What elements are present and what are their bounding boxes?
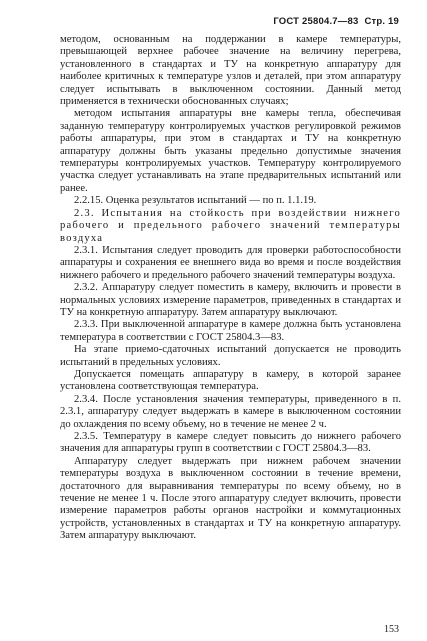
- section-heading-2-3: 2.3. Испытания на стойкость при воздействии нижнего рабочего и предельного рабочего значений температуры воздуха: [60, 207, 401, 244]
- paragraph-2-3-5: 2.3.5. Температуру в камере следует повысить до нижнего рабочего значения для аппаратуры групп в соответствии с ГОСТ 25804.3—83.: [60, 431, 401, 455]
- paragraph-2-2-15: 2.2.15. Оценка результатов испытаний — по п. 1.1.19.: [74, 195, 317, 207]
- paragraph-preset-chamber: Допускается помещать аппаратуру в камеру, в которой заранее установлена соответствующая температура.: [60, 368, 401, 393]
- paragraph-acceptance-note: На этапе приемо-сдаточных испытаний допускается не проводить испытаний в предельных условиях.: [60, 344, 401, 368]
- standard-designation: ГОСТ 25804.7—83: [273, 16, 359, 27]
- paragraph-2-3-4: 2.3.4. После установления значения температуры, приведенного в п. 2.3.1, аппаратуру следует выдержать в камере в выключенном состоянии до охлаждения по всему объему, но в течение не менее 2 ч.: [60, 393, 401, 430]
- paragraph-hold-low-temperature: Аппаратуру следует выдержать при нижнем рабочем значении температуры воздуха в выключенном состоянии в течение времени, достаточного для выравнивания температуры по всему объему, но в течение не менее 1 ч. После этого аппаратуру следует включить, провести измерение параметров работы органов настройки и коммутационных устройств, установленных в стандартах и ТУ на конкретную аппаратуру. Затем аппаратуру выключают.: [60, 455, 401, 542]
- page-number: 153: [384, 624, 399, 635]
- paragraph-2-3-1: 2.3.1. Испытания следует проводить для проверки работоспособности аппаратуры и сохранения ее внешнего вида во время и после воздействия нижнего рабочего и предельного рабочего значений температуры воздуха.: [60, 244, 401, 281]
- body-text: [60, 34, 401, 543]
- running-header: [273, 16, 399, 27]
- paragraph-2-3-2: 2.3.2. Аппаратуру следует поместить в камеру, включить и провести в нормальных условиях измерение параметров, приведенных в стандартах и ТУ на конкретную аппаратуру. Затем аппаратуру выключают.: [60, 282, 401, 318]
- page-label: Стр. 19: [364, 16, 399, 27]
- paragraph-method-overheat: методом, основанным на поддержании в камере температуры, превышающей верхнее рабочее значение на величину перегрева, установленного в стандартах и ТУ на конкретную аппаратуру для наиболее критичных к температуре узлов и деталей, при этом аппаратуру следует испытывать в выключенном состоянии. Данный метод применяется в технически обоснованных случаях;: [60, 34, 401, 108]
- paragraph-method-outside-chamber: методом испытания аппаратуры вне камеры тепла, обеспечивая заданную температуру контролируемых участков регулировкой режимов работы аппаратуры, при этом в стандартах и ТУ на конкретную аппаратуру должны быть указаны предельно допустимые значения температуры контролируемых участков. Температуру контролируемого участка следует устанавливать на этапе предварительных испытаний или ранее.: [60, 108, 401, 194]
- paragraph-2-3-3: 2.3.3. При выключенной аппаратуре в камере должна быть установлена температура в соответствии с ГОСТ 25804.3—83.: [60, 319, 401, 343]
